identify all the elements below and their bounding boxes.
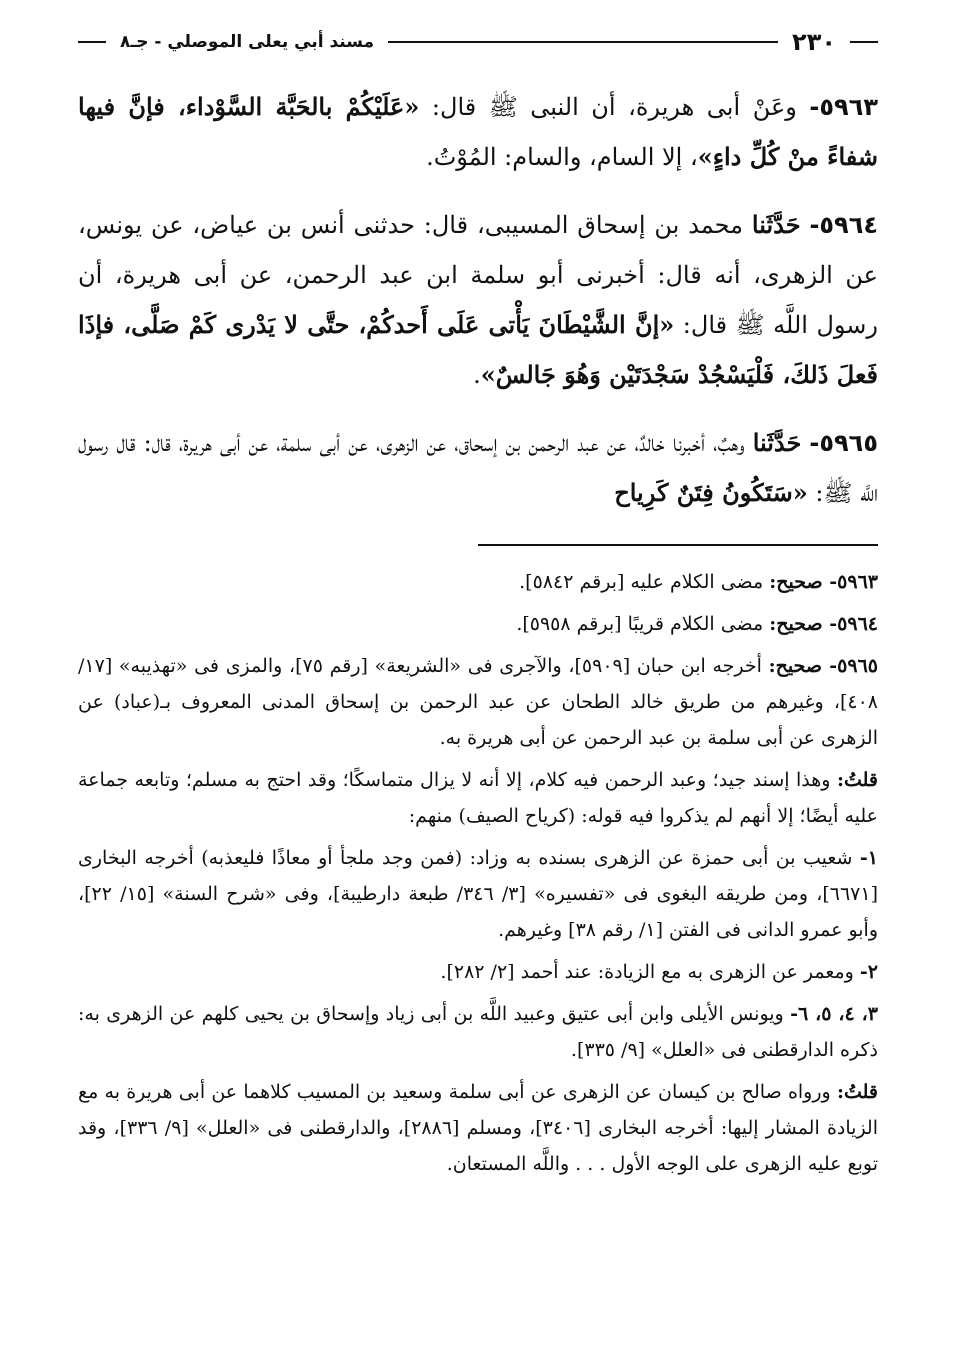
footnote-text: ومعمر عن الزهرى به مع الزيادة: عند أحمد [٢/ ٢٨٢]. [440,961,854,983]
hadith-isnad: وعَنْ أبى هريرة، أن النبى ﷺ قال: [431,93,797,121]
footnote [78,1074,878,1182]
footnote-tag: قلتُ: [836,769,878,791]
footnote-tag: ١- [859,847,878,869]
running-title: مسند أبي يعلى الموصلي - جـ٨ [120,32,375,52]
footnote-tag: ٥٩٦٥- صحيح: [768,655,878,677]
hadith-isnad: محمد بن إسحاق المسيبى، قال: حدثنى أنس بن عياض، عن يونس، عن الزهرى، أنه قال: أخبرنى أبو سلمة ابن عبد الرحمن، عن أبى هريرة، أن رسول اللَّه ﷺ قال: [78,211,878,339]
footnote [78,648,878,756]
hadith-5965 [78,418,878,518]
hadith-isnad: وهبٌ، أخبرنا خالدٌ، عن عبد الرحمن بن إسحاق، عن الزهرى، عن أبى سلمة، عن أبى هريرة، قال: قال رسول اللَّه ﷺ: [78,429,878,507]
footnote-separator-wrap [78,536,878,564]
footnote-tag: ٥٩٦٤- صحيح: [769,613,878,635]
header-dash-left [78,41,106,43]
footnote-text: شعيب بن أبى حمزة عن الزهرى بسنده به وزاد: (فمن وجد ملجأ أو معاذًا فليعذبه) أخرجه البخارى [٦٦٧١]، ومن طريقه البغوى فى «تفسيره» [٣/ ٣٤٦/ طبعة دارطيبة]، وفى «شرح السنة» [١٥/ ٢٢]، وأبو عمرو الدانى فى الفتن [١/ رقم ٣٨] وغيرهم. [78,847,878,941]
hadith-number: ٥٩٦٤- [809,211,878,239]
hadith-matn: «إنَّ الشَّيْطَانَ يَأْتى عَلَى أَحدكُمْ، حتَّى لا يَدْرى كَمْ صَلَّى، فإذَا فَعلَ ذَلكَ، فَلْيَسْجُدْ سَجْدَتَيْن وَهُوَ جَالسٌ» [78,310,878,389]
footnote-text: أخرجه ابن حبان [٥٩٠٩]، والآجرى فى «الشريعة» [رقم ٧٥]، والمزى فى «تهذيبه» [١٧/ ٤٠٨]، وغيرهم من طريق خالد الطحان عن عبد الرحمن بن إسحاق المدنى المعروف بـ(عباد) عن الزهرى عن أبى سلمة بن عبد الرحمن عن أبى هريرة به. [78,655,878,749]
header-dash-right [850,41,878,43]
footnote [78,564,878,600]
hadith-matn: «عَلَيْكُمْ بالحَبَّة السَّوْداء، فإنَّ فيها شفاءً منْ كُلِّ داءٍ» [78,92,878,171]
footnote [78,606,878,642]
running-header [78,22,878,62]
hadith-5963 [78,82,878,182]
footnotes [78,564,878,1182]
footnote [78,954,878,990]
footnote-tag: ٣، ٤، ٥، ٦- [790,1003,878,1025]
footnote [78,840,878,948]
footnote-tag: ٥٩٦٣- صحيح: [769,571,878,593]
page-number: ٢٣٠ [792,28,836,56]
footnote-text: ورواه صالح بن كيسان عن الزهرى عن أبى سلمة وسعيد بن المسيب كلاهما عن أبى هريرة به مع الزيادة المشار إليها: أخرجه البخارى [٣٤٠٦]، ومسلم [٢٨٨٦]، والدارقطنى فى «العلل» [٩/ ٣٣٦]، وقد توبع عليه الزهرى على الوجه الأول . . . واللَّه المستعان. [78,1081,878,1175]
footnote-tag: ٢- [859,961,878,983]
footnote-text: ويونس الأيلى وابن أبى عتيق وعبيد اللَّه بن أبى زياد وإسحاق بن يحيى كلهم عن الزهرى به: ذكره الدارقطنى فى «العلل» [٩/ ٣٣٥]. [78,1003,878,1061]
footnote-text: مضى الكلام قريبًا [برقم ٥٩٥٨]. [516,613,764,635]
hadith-5964 [78,200,878,400]
footnote [78,762,878,834]
header-rule [388,41,778,43]
hadith-number: ٥٩٦٥- [809,429,878,457]
main-text [78,82,878,518]
hadith-after: ، إلا السام، والسام: المُوْتُ. [426,143,698,171]
footnote [78,996,878,1068]
hadith-matn: «سَتَكُونُ فِتَنٌ كَرِياح [614,478,808,507]
hadith-number: ٥٩٦٣- [809,93,878,121]
footnote-text: مضى الكلام عليه [برقم ٥٨٤٢]. [519,571,764,593]
footnote-tag: قلتُ: [836,1081,878,1103]
hadith-haddathana: حَدَّثَنا [751,210,801,239]
hadith-after: . [473,361,481,389]
hadith-haddathana: حَدَّثَنا [752,428,802,457]
footnote-separator [478,544,878,546]
footnote-text: وهذا إسند جيد؛ وعبد الرحمن فيه كلام، إلا أنه لا يزال متماسكًا؛ وقد احتج به مسلم؛ وتابعه جماعة عليه أيضًا؛ إلا أنهم لم يذكروا فيه قوله: (كرياح الصيف) منهم: [78,769,878,827]
